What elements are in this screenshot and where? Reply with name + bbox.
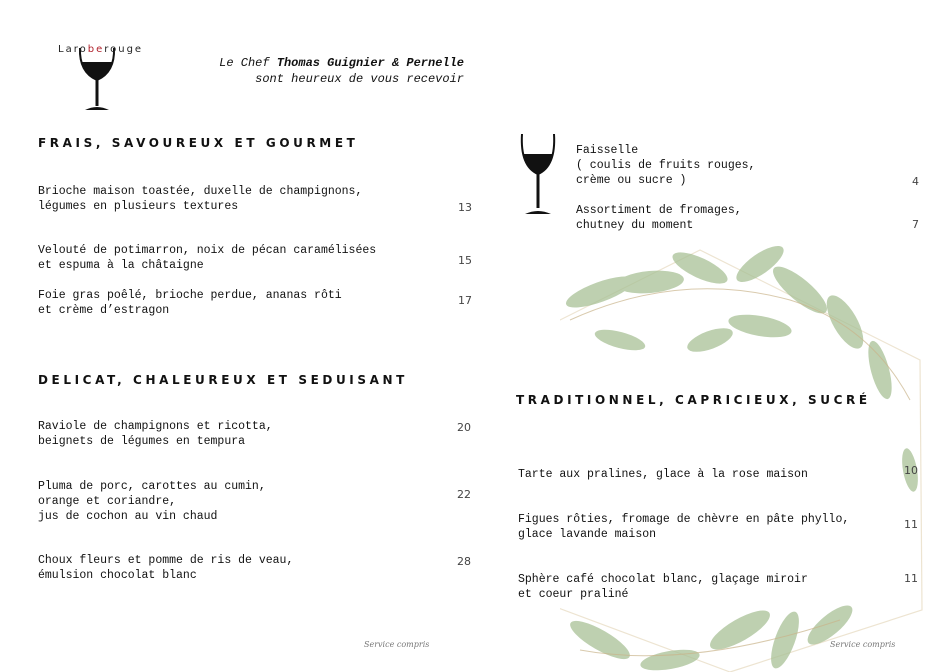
footer-service-right: Service compris — [830, 640, 896, 649]
intro-line2: sont heureux de vous recevoir — [255, 72, 464, 86]
menu-item: Sphère café chocolat blanc, glaçage miroir et coeur praliné — [518, 573, 808, 601]
menu-item-price: 17 — [458, 294, 472, 307]
menu-item-price: 7 — [912, 218, 919, 231]
menu-item-price: 28 — [457, 555, 471, 568]
menu-item: Brioche maison toastée, duxelle de champignons, légumes en plusieurs textures — [38, 185, 363, 213]
menu-item-price: 22 — [457, 488, 471, 501]
footer-service-left: Service compris — [364, 640, 430, 649]
menu-item-price: 15 — [458, 254, 472, 267]
section-title-frais: FRAIS, SAVOUREUX ET GOURMET — [38, 136, 359, 150]
section-title-delicat: DELICAT, CHALEUREUX ET SEDUISANT — [38, 373, 408, 387]
menu-item-price: 4 — [912, 175, 919, 188]
menu-item: Figues rôties, fromage de chèvre en pâte phyllo, glace lavande maison — [518, 513, 850, 541]
menu-item-price: 11 — [904, 518, 918, 531]
intro-prefix: Le Chef — [219, 56, 277, 70]
menu-item: Foie gras poêlé, brioche perdue, ananas rôti et crème d’estragon — [38, 289, 342, 317]
brand-logo-text — [58, 44, 143, 55]
intro-text — [140, 55, 464, 87]
menu-item-price: 20 — [457, 421, 471, 434]
menu-item: Faisselle ( coulis de fruits rouges, crème ou sucre ) — [576, 144, 756, 187]
section-title-traditionnel: TRADITIONNEL, CAPRICIEUX, SUCRÉ — [516, 393, 871, 407]
menu-item: Raviole de champignons et ricotta, beignets de légumes en tempura — [38, 420, 273, 448]
menu-item: Tarte aux pralines, glace à la rose maison — [518, 468, 808, 481]
logo-text-accent: be — [87, 44, 105, 55]
leaf-wreath-decoration — [560, 230, 951, 672]
logo-text-part1: Laro — [58, 44, 88, 55]
menu-item: Velouté de potimarron, noix de pécan caramélisées et espuma à la châtaigne — [38, 244, 377, 272]
chef-names: Thomas Guignier & Pernelle — [276, 56, 464, 70]
menu-item: Choux fleurs et pomme de ris de veau, émulsion chocolat blanc — [38, 554, 294, 582]
menu-item: Assortiment de fromages, chutney du moment — [576, 204, 742, 232]
wine-glass-icon — [518, 130, 558, 216]
menu-item-price: 13 — [458, 201, 472, 214]
menu-item-price: 11 — [904, 572, 918, 585]
logo-text-part3: rouge — [104, 44, 144, 55]
menu-item: Pluma de porc, carottes au cumin, orange et coriandre, jus de cochon au vin chaud — [38, 480, 266, 523]
menu-item-price: 10 — [904, 464, 918, 477]
